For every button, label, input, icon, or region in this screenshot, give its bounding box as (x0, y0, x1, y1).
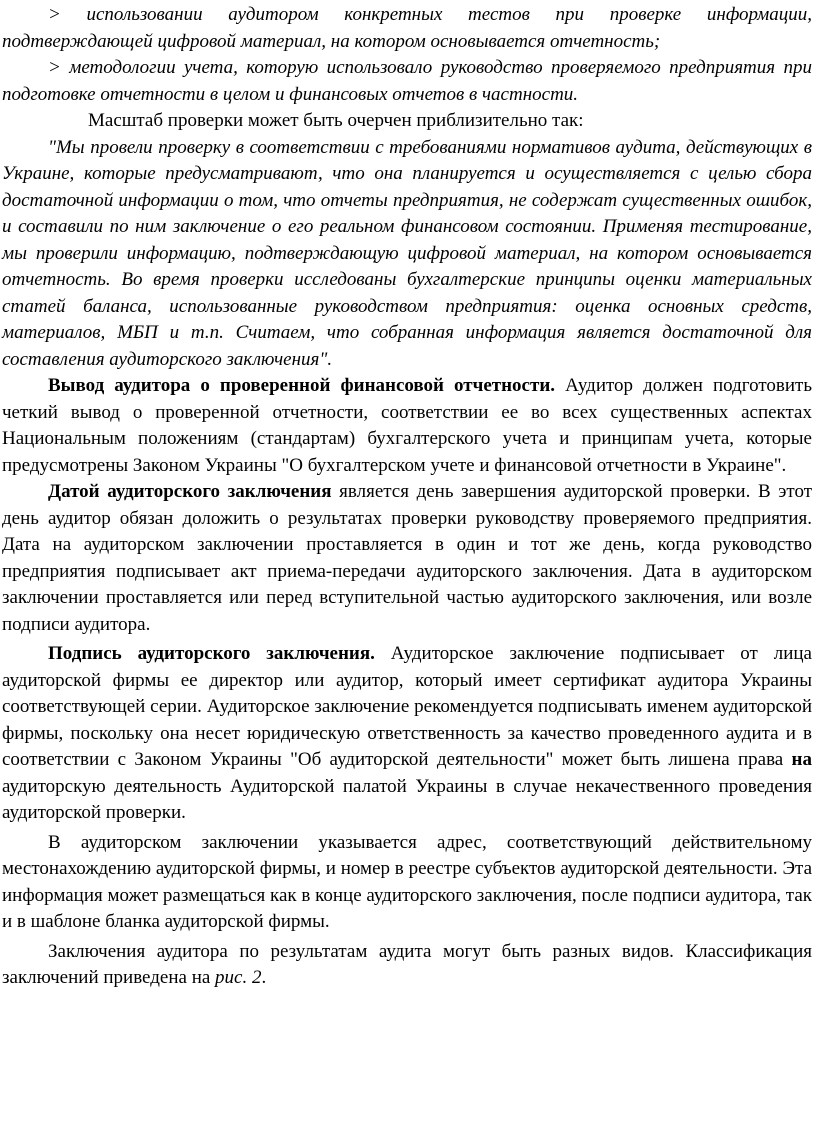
scope-quote: "Мы провели проверку в соответствии с требованиями нормативов аудита, действующих в Украине, которые предусматривают, что она планируется и осуществляется с целью сбора достаточной информации о том, что отчеты предприятия, не содержат существенных ошибок, и составили по ним заключение о его реальном финансовом состоянии. Применяя тестирование, мы проверили информацию, подтверждающую цифровой материал, на котором основывается отчетность. Во время проверки исследованы бухгалтерские принципы оценки материальных статей баланса, использованные руководством предприятия: оценка основных средств, материалов, МБП и т.п. Считаем, что собранная информация является достаточной для составления аудиторского заключения". (2, 136, 812, 370)
paragraph-date (2, 479, 812, 638)
paragraph-conclusion (2, 373, 812, 479)
paragraph-types (2, 939, 812, 992)
bullet-tests: > использовании аудитором конкретных тестов при проверке информации, подтверждающей цифровой материал, на котором основывается отчетность; (2, 4, 812, 52)
types-end: . (261, 967, 267, 988)
bullet-methodology: > методологии учета, которую использовало руководство проверяемого предприятия при подготовке отчетности в целом и финансовых отчетов в частности. (2, 57, 812, 105)
date-heading: Датой аудиторского заключения (48, 481, 332, 502)
signature-bold-word: на (791, 749, 812, 770)
date-text: является день завершения аудиторской проверки. В этот день аудитор обязан доложить о результатах проверки руководству проверяемого предприятия. Дата на аудиторском заключении проставляется в один и тот же день, когда руководство предприятия подписывает акт приема-передачи аудиторского заключения. Дата в аудиторском заключении проставляется или перед вступительной частью аудиторского заключения, или возле подписи аудитора. (2, 481, 812, 635)
signature-text-b: аудиторскую деятельность Аудиторской палатой Украины в случае некачественного проведения аудиторской проверки. (2, 775, 812, 823)
paragraph-signature (2, 641, 812, 827)
conclusion-text: Аудитор должен подготовить четкий вывод о проверенной отчетности, соответствии ее во всех существенных аспектах Национальным положениям (стандартам) бухгалтерского учета и принципам учета, которые предусмотрены Законом Украины "О бухгалтерском учете и финансовой отчетности в Украине". (2, 375, 813, 476)
figure-reference: рис. 2 (215, 967, 262, 988)
document-page (2, 2, 812, 992)
scope-intro: Масштаб проверки может быть очерчен приблизительно так: (88, 110, 584, 131)
signature-heading: Подпись аудиторского заключения. (48, 643, 375, 664)
types-text: Заключения аудитора по результатам аудита могут быть разных видов. Классификация заключений приведена на (2, 940, 812, 988)
paragraph-address: В аудиторском заключении указывается адрес, соответствующий действительному местонахождению аудиторской фирмы, и номер в реестре субъектов аудиторской деятельности. Эта информация может размещаться как в конце аудиторского заключения, после подписи аудитора, так и в шаблоне бланка аудиторской фирмы. (2, 831, 812, 932)
conclusion-heading: Вывод аудитора о проверенной финансовой отчетности. (48, 375, 556, 396)
signature-text-a: Аудиторское заключение подписывает от лица аудиторской фирмы ее директор или аудитор, который имеет сертификат аудитора Украины соответствующей серии. Аудиторское заключение рекомендуется подписывать именем аудиторской фирмы, поскольку она несет юридическую ответственность за качество проведенного аудита и в соответствии с Законом Украины "Об аудиторской деятельности" может быть лишена права (2, 643, 812, 770)
